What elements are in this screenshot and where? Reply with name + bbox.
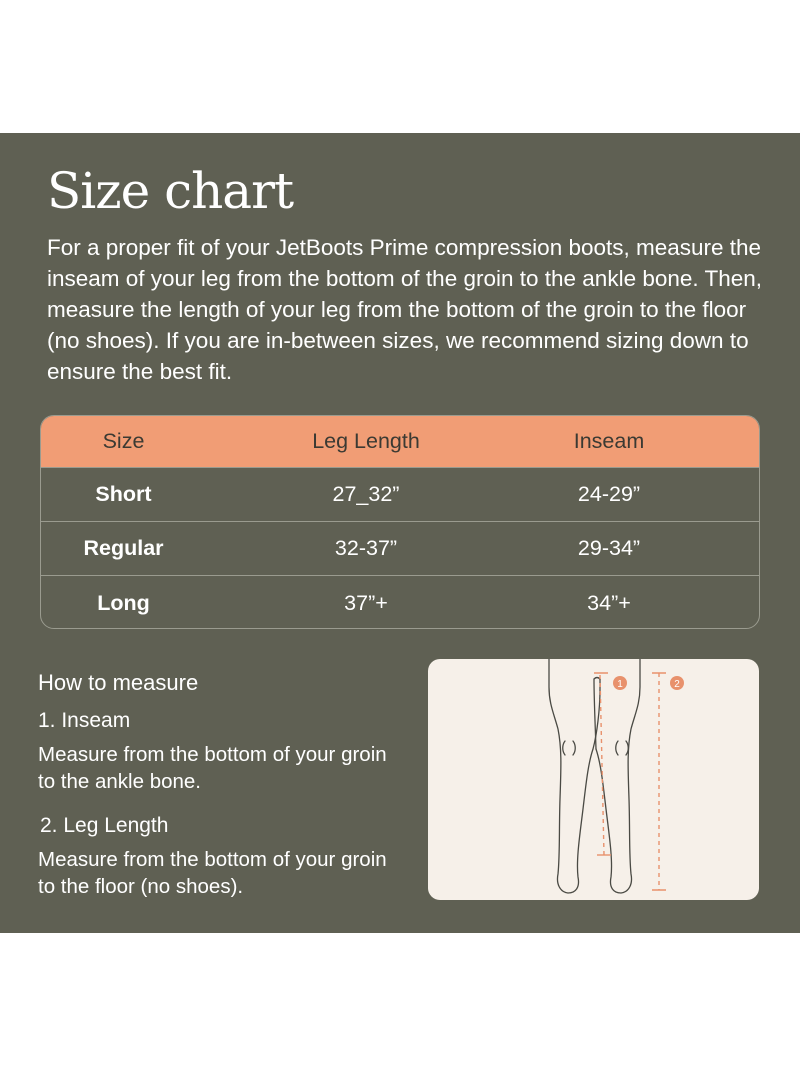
header-inseam: Inseam <box>573 429 645 453</box>
step-inseam-text: Measure from the bottom of your groin to the ankle bone. <box>38 743 387 793</box>
marker-2: 2 <box>674 679 680 690</box>
step-inseam-title: 1. Inseam <box>38 709 131 732</box>
table-row <box>41 575 759 629</box>
size-chart-panel <box>0 133 800 933</box>
page-title: Size chart <box>47 162 294 220</box>
how-to-measure-heading: How to measure <box>38 670 199 695</box>
leg-measure-illustration <box>428 659 759 900</box>
step-leg-length-title: 2. Leg Length <box>40 814 169 837</box>
table-header-row <box>41 416 759 467</box>
intro-text: For a proper fit of your JetBoots Prime compression boots, measure the inseam of your leg from the bottom of the groin to the ankle bone. Then, measure the length of your leg from the bottom of the groin to the floor (no shoes). If you are in-between sizes, we recommend sizing down to ensure the best fit. <box>47 235 763 384</box>
header-leg-length: Leg Length <box>312 429 420 453</box>
leg-length-cell: 37”+ <box>344 590 388 615</box>
table-row <box>41 521 759 575</box>
step-leg-length-text: Measure from the bottom of your groin to the floor (no shoes). <box>38 848 387 898</box>
leg-length-cell: 32-37” <box>334 536 398 560</box>
inseam-cell: 24-29” <box>577 482 641 506</box>
size-cell: Regular <box>83 536 164 560</box>
size-cell: Long <box>97 590 150 615</box>
inseam-cell: 29-34” <box>577 536 641 560</box>
marker-1: 1 <box>617 679 623 690</box>
leg-length-cell: 27_32” <box>332 482 400 506</box>
size-table <box>40 415 760 629</box>
header-size: Size <box>102 429 145 453</box>
legs-icon <box>428 659 759 900</box>
table-row <box>41 467 759 521</box>
inseam-cell: 34”+ <box>587 590 631 615</box>
size-cell: Short <box>95 482 152 506</box>
